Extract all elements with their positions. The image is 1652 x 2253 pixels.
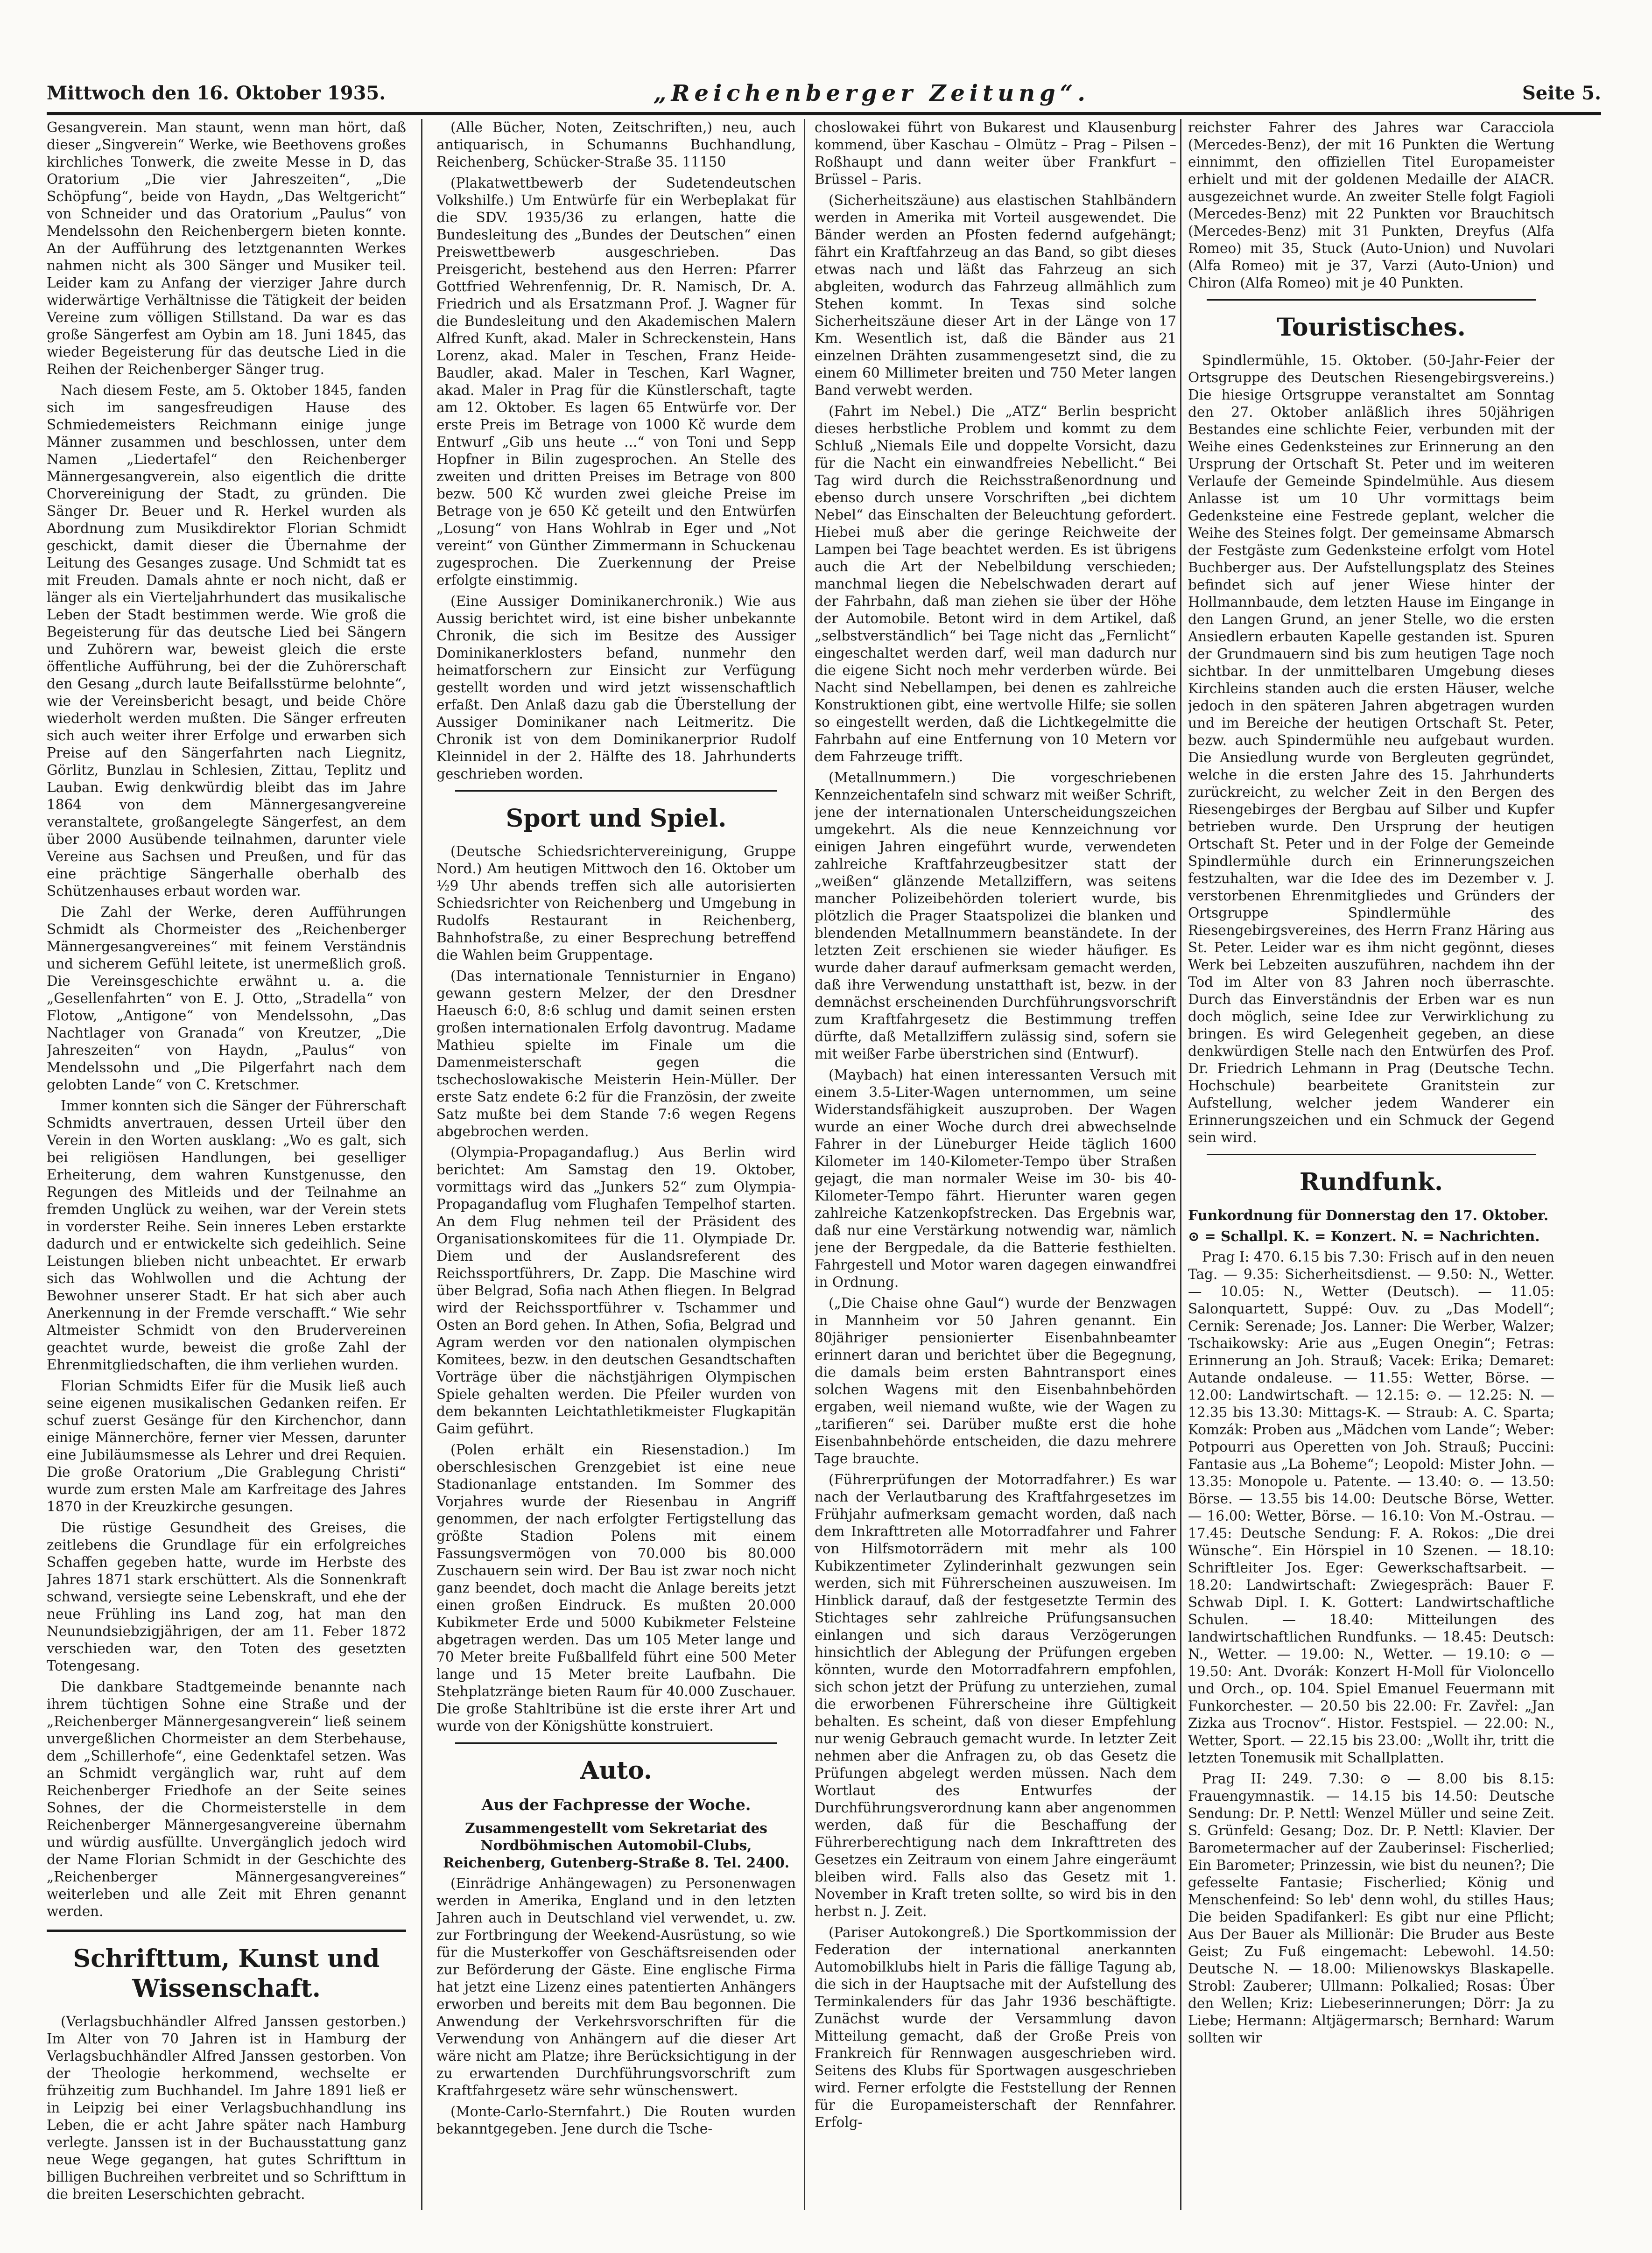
- header-date: Mittwoch den 16. Oktober 1935.: [47, 82, 386, 104]
- article-paragraph: (Einrädrige Anhängewagen) zu Personenwagen werden in Amerika, England und in den letzten Jahren auch in Deutschland viel verwendet, u. zw. zur Fortbringung der Weekend-Ausrüstung, so wie für die Musterkoffer von Geschäftsreisenden oder zur Beförderung der Gäste. Eine englische Firma hat jetzt eine Lizenz eines patentierten Anhängers erworben und bereits mit dem Bau begonnen. Die Anwendung der Verkehrsvorschriften für die Verwendung von Anhängern auf die dieser Art wäre nicht am Platze; ihre Berücksichtigung in der zu erwartenden Durchführungsvorschrift zum Kraftfahrgesetz wäre sehr wünschenswert.: [436, 1875, 796, 2099]
- section-rule: [455, 790, 777, 792]
- column-divider: [421, 119, 422, 2210]
- section-title-tourism: Touristisches.: [1277, 313, 1466, 342]
- article-paragraph: (Eine Aussiger Dominikanerchronik.) Wie aus Aussig berichtet wird, ist eine bisher unbekannte Chronik, die sich im Besitze des Aussiger Dominikanerklosters befand, nunmehr den heimatforschern zur Einsicht zur Verfügung gestellt worden und wird jetzt wissenschaftlich erfaßt. Den Anlaß dazu gab die Überstellung der Aussiger Dominikaner nach Leitmeritz. Die Chronik ist von dem Dominikanerprior Rudolf Kleinnidel in der 2. Hälfte des 18. Jahrhunderts geschrieben worden.: [436, 593, 796, 782]
- article-paragraph: (Monte-Carlo-Sternfahrt.) Die Routen wurden bekanntgegeben. Jene durch die Tsche-: [436, 2104, 796, 2137]
- column-4: [1188, 119, 1554, 2210]
- section-rule: [1207, 299, 1536, 301]
- article-paragraph: (Pariser Autokongreß.) Die Sportkommission der Federation der international anerkannten Automobilklubs hielt in Paris die fällige Tagung ab, die sich in der Hauptsache mit der Aufstellung des Terminkalenders für das Jahr 1936 beschäftigte. Zunächst wurde der Versammlung davon Mitteilung gemacht, daß der Große Preis von Frankreich für Rennwagen ausgeschrieben wird. Seitens des Klubs für Sportwagen ausgeschrieben wird. Ferner erfolgte die Feststellung der Rennen für die Europameisterschaft der Rennfahrer. Erfolg-: [815, 1924, 1176, 2130]
- column-divider: [1180, 119, 1181, 2210]
- article-paragraph: Spindlermühle, 15. Oktober. (50-Jahr-Feier der Ortsgruppe des Deutschen Riesengebirgsvereins.) Die hiesige Ortsgruppe veranstaltet am Sonntag den 27. Oktober anläßlich ihres 50jährigen Bestandes eine schlichte Feier, verbunden mit der Weihe eines Gedenksteines zur Erinnerung an den Ursprung der Ortschaft St. Peter und im weiteren Verlaufe der Gemeinde Spindelmühle. Aus diesem Anlasse ist um 10 Uhr vormittags beim Gedenksteine eine Festrede geplant, welcher die Weihe des Steines folgt. Der gemeinsame Abmarsch der Festgäste zum Gedenksteine erfolgt vom Hotel Buchberger aus. Der Aufstellungsplatz des Steines befindet sich auf jener Wiese hinter der Hollmannbaude, dem letzten Hause im Eingange in den Langen Grund, an jener Stelle, wo die ersten Ansiedlern erbauten Kapelle gestanden ist. Spuren der Grundmauern sind bis zum heutigen Tage noch sichtbar. In der unmittelbaren Umgebung dieses Kirchleins standen auch die ersten Häuser, welche jedoch in den späteren Jahren abgetragen wurden und im Bereiche der heutigen Ortschaft St. Peter, bezw. auch Spindermühle neu aufgebaut wurden. Die Ansiedlung wurde von Bergleuten gegründet, welche in die ersten Jahre des 15. Jahrhunderts zurückreicht, zu welcher Zeit in den Bergen des Riesengebirges der Bergbau auf Silber und Kupfer betrieben wurde. Den Ursprung der heutigen Ortschaft St. Peter und in der Folge der Gemeinde Spindlermühle durch ein Erinnerungszeichen festzuhalten, war die Idee des im Dezember v. J. verstorbenen Ehrenmitgliedes und Gründers der Ortsgruppe Spindlermühle des Riesengebirgsvereines, des Herrn Franz Häring aus St. Peter. Leider war es ihm nicht gegönnt, dieses Werk bei Lebzeiten auszuführen, nachdem ihn der Tod im Alter von 83 Jahren noch überraschte. Durch das Einverständnis der Erben war es nun doch möglich, seine Idee zur Verwirklichung zu bringen. Es wird Gelegenheit gegeben, an diese denkwürdigen Stelle nach den Entwürfen des Prof. Dr. Friedrich Lehmann in Prag (Deutsche Techn. Hochschule) bearbeitete Granitstein zur Aufstellung, welcher jedem Wanderer ein Erinnerungszeichen und ein Schmuck der Gegend sein wird.: [1188, 352, 1554, 1145]
- article-paragraph: Gesangverein. Man staunt, wenn man hört, daß dieser „Singverein“ Werke, wie Beethovens großes kirchliches Tonwerk, die zweite Messe in D, das Oratorium „Die vier Jahreszeiten“, „Die Schöpfung“, beide von Haydn, „Das Weltgericht“ von Schneider und das Oratorium „Paulus“ von Mendelssohn den Reichenbergern bieten konnte. An der Aufführung des letztgenannten Werkes nahmen nicht als 300 Sänger und Musiker teil. Leider kam zu Anfang der vierziger Jahre durch widerwärtige Verhältnisse die Tätigkeit der beiden Vereine zum völligen Stillstand. Da war es das große Sängerfest am Oybin am 18. Juni 1845, das wieder Begeisterung für das deutsche Lied in die Reihen der Reichenberger Sänger trug.: [47, 119, 406, 377]
- article-paragraph: (Das internationale Tennisturnier in Engano) gewann gestern Melzer, der den Dresdner Haeusch 6:0, 8:6 schlug und damit seinen ersten großen internationalen Erfolg davontrug. Madame Mathieu spielte im Finale um die Damenmeisterschaft gegen die tschechoslowakische Meisterin Hein-Müller. Der erste Satz endete 6:2 für die Französin, der zweite Satz mußte bei dem Stande 7:6 wegen Regens abgebrochen werden.: [436, 968, 796, 1139]
- page-number: Seite 5.: [1522, 82, 1601, 104]
- page-header: [47, 79, 1601, 115]
- column-1: [47, 119, 406, 2210]
- radio-legend: ⊙ = Schallpl. K. = Konzert. N. = Nachrichten.: [1188, 1228, 1540, 1244]
- article-paragraph: Die dankbare Stadtgemeinde benannte nach ihrem tüchtigen Sohne eine Straße und der „Reichenberger Männergesangverein“ ließ seinem unvergeßlichen Chormeister an dem Sterbehause, dem „Schillerhofe“, eine Gedenktafel setzen. Was an Schmidt vergänglich war, ruht auf dem Reichenberger Friedhofe an der Seite seines Sohnes, der die Chormeisterstelle in dem Reichenberger Männergesangvereine übernahm und würdig ausfüllte. Unvergänglich jedoch wird der Name Florian Schmidt in der Geschichte des „Reichenberger Männergesangvereines“ weiterleben und alle Zeit mit Ehren genannt werden.: [47, 1679, 406, 1919]
- section-title-radio: Rundfunk.: [1299, 1168, 1443, 1196]
- column-2: [436, 119, 796, 2210]
- article-paragraph: Die Zahl der Werke, deren Aufführungen Schmidt als Chormeister des „Reichenberger Männergesangvereines“ mit feinem Verständnis und sicherem Gefühl leitete, ist unermeßlich groß. Die Vereinsgeschichte erwähnt u. a. die „Gesellenfahrten“ von E. J. Otto, „Stradella“ von Flotow, „Antigone“ von Mendelssohn, „Das Nachtlager von Granada“ von Kreutzer, „Die Jahreszeiten“ von Haydn, „Paulus“ von Mendelssohn und „Die Pilgerfahrt nach dem gelobten Lande“ von C. Kretschmer.: [47, 904, 406, 1093]
- article-paragraph: (Metallnummern.) Die vorgeschriebenen Kennzeichentafeln sind schwarz mit weißer Schrift, jene der internationalen Unterscheidungszeichen umgekehrt. Als die neue Kennzeichnung vor einigen Jahren eingeführt wurde, verwendeten zahlreiche Kraftfahrzeugbesitzer statt der „weißen“ glänzende Metallziffern, was seitens mancher Polizeibehörden toleriert wurde, bis plötzlich die Prager Staatspolizei die blanken und blendenden Metallnummern beanständete. In der letzten Zeit erschienen sie wieder häufiger. Es wurde daher darauf aufmerksam gemacht werden, daß ihre Verwendung unstatthaft ist, bezw. in der demnächst erscheinenden Durchführungsvorschrift zum Kraftfahrgesetz die Bestimmung treffen dürfte, daß Metallziffern zulässig sind, sofern sie mit weißer Farbe überstrichen sind (Entwurf).: [815, 770, 1176, 1062]
- newspaper-title: „Reichenberger Zeitung“.: [654, 80, 1090, 106]
- article-paragraph: („Die Chaise ohne Gaul“) wurde der Benzwagen in Mannheim vor 50 Jahren genannt. Ein 80jähriger pensionierter Eisenbahnbeamter erinnert daran und berichtet über die Begegnung, die damals beim ersten Bahntransport eines solchen Wagens mit den Eisenbahnbehörden ergaben, weil niemand wußte, wie der Wagen zu „tarifieren“ sei. Darüber mußte erst die hohe Eisenbahnbehörde entscheiden, die dazu mehrere Tage brauchte.: [815, 1295, 1176, 1467]
- section-intro: Zusammengestellt vom Sekretariat des Nordböhmischen Automobil-Clubs, Reichenberg, Gutenberg-Straße 8. Tel. 2400.: [443, 1820, 790, 1871]
- article-paragraph: (Plakatwettbewerb der Sudetendeutschen Volkshilfe.) Um Entwürfe für ein Werbeplakat für die SDV. 1935/36 zu erlangen, hatte die Bundesleitung des „Bundes der Deutschen“ einen Preiswettbewerb ausgeschrieben. Das Preisgericht, bestehend aus den Herren: Pfarrer Gottfried Wehrenfennig, Dr. R. Namisch, Dr. A. Friedrich und als Ersatzmann Prof. J. Wagner für die Bundesleitung und den Akademischen Malern Alfred Kunft, akad. Maler in Schreckenstein, Hans Lorenz, akad. Maler in Teschen, Franz Heide-Baudler, akad. Maler in Teschen, Karl Wagner, akad. Maler in Prag für die Künstlerschaft, tagte am 12. Oktober. Es lagen 65 Entwürfe vor. Der erste Preis im Betrage von 1000 Kč wurde dem Entwurf „Gib uns heute ...“ von Toni und Sepp Hopfner in Bilin zugesprochen. An Stelle des zweiten und dritten Preises im Betrage von 800 bezw. 500 Kč wurden zwei gleiche Preise im Betrage von je 650 Kč geteilt und den Entwürfen „Losung“ von Hans Wohlrab in Eger und „Not vereint“ von Günther Zimmermann in Schuckenau zugesprochen. Die Zuerkennung der Preise erfolgte einstimmig.: [436, 175, 796, 588]
- radio-program-prag-1: Prag I: 470. 6.15 bis 7.30: Frisch auf in den neuen Tag. — 9.35: Sicherheitsdienst. — 9.50: N., Wetter. — 10.05: N., Wetter (Deutsch). — 11.05: Salonquartett, Suppé: Ouv. zu „Das Modell“; Cernik: Serenade; Jos. Lanner: Die Werber, Walzer; Tschaikowsky: Arie aus „Eugen Onegin“; Fetras: Erinnerung an Joh. Strauß; Vacek: Erika; Demaret: Autande ondaleuse. — 11.55: Wetter, Börse. — 12.00: Landwirtschaft. — 12.15: ⊙. — 12.25: N. — 12.35 bis 13.30: Mittags-K. — Straub: A. C. Sparta; Komzák: Proben aus „Mädchen vom Lande“; Weber: Potpourri aus Operetten von Joh. Strauß; Puccini: Fantasie aus „La Boheme“; Leopold: Mister John. — 13.35: Monopole u. Patente. — 13.40: ⊙. — 13.50: Börse. — 13.55 bis 14.00: Deutsche Börse, Wetter. — 16.00: Wetter, Börse. — 16.10: Von M.-Ostrau. — 17.45: Deutsche Sendung: F. A. Rokos: „Die drei Wünsche“. Ein Hörspiel in 10 Szenen. — 18.10: Schriftleiter Jos. Eger: Gewerkschaftsarbeit. — 18.20: Landwirtschaft: Zwiegespräch: Bauer F. Schwab Dipl. I. K. Gottert: Landwirtschaftliche Schulen. — 18.40: Mitteilungen des landwirtschaftlichen Rundfunks. — 18.45: Deutsch: N., Wetter. — 19.00: N., Wetter. — 19.10: ⊙ — 19.50: Ant. Dvorák: Konzert H-Moll für Violoncello und Orch., op. 104. Spiel Emanuel Feuermann mit Funkorchester. — 20.50 bis 22.00: Fr. Zavřel: „Jan Zizka aus Trocnov“. Histor. Festspiel. — 22.00: N., Wetter, Sport. — 22.15 bis 23.00: „Wollt ihr, tritt die letzten Tonemusik mit Schallplatten.: [1188, 1249, 1554, 1766]
- article-paragraph: (Deutsche Schiedsrichtervereinigung, Gruppe Nord.) Am heutigen Mittwoch den 16. Oktober um ½9 Uhr abends treffen sich alle autorisierten Schiedsrichter von Reichenberg und Umgebung in Rudolfs Restaurant in Reichenberg, Bahnhofstraße, zu einer Besprechung betreffend die Wahlen beim Gruppentage.: [436, 843, 796, 963]
- advertisement-notice: (Alle Bücher, Noten, Zeitschriften,) neu, auch antiquarisch, in Schumanns Buchhandlung, Reichenberg, Schücker-Straße 35. 11150: [436, 119, 796, 170]
- section-subtitle: Aus der Fachpresse der Woche.: [481, 1796, 751, 1814]
- section-title-sport: Sport und Spiel.: [506, 804, 727, 833]
- section-rule: [1207, 1154, 1536, 1155]
- column-divider: [804, 119, 805, 2210]
- article-paragraph: (Verlagsbuchhändler Alfred Janssen gestorben.) Im Alter von 70 Jahren ist in Hamburg der Verlagsbuchhändler Alfred Janssen gestorben. Von der Theologie herkommend, wechselte er frühzeitig zum Buchhandel. Im Jahre 1891 ließ er in Leipzig bei einer Verlagsbuchhandlung ins Leben, die er acht Jahre später nach Hamburg verlegte. Janssen ist in der Buchausstattung ganz neue Wege gegangen, hat gutes Schrifttum in billigen Buchreihen verbreitet und so Schrifttum in die breiten Leserschichten gebracht.: [47, 2014, 406, 2202]
- column-3: [815, 119, 1176, 2210]
- article-paragraph: choslowakei führt von Bukarest und Klausenburg kommend, über Kaschau – Olmütz – Prag – Pilsen – Roßhaupt und dann weiter über Frankfurt – Brüssel – Paris.: [815, 119, 1176, 187]
- article-paragraph: (Sicherheitszäune) aus elastischen Stahlbändern werden in Amerika mit Vorteil ausgewendet. Die Bänder werden an Pfosten federnd aufgehängt; fährt ein Kraftfahrzeug an das Band, so gibt dieses etwas nach und läßt das Fahrzeug an sich abgleiten, wodurch das Fahrzeug allmählich zum Stehen kommt. In Texas sind solche Sicherheitszäune dieser Art in der Länge von 17 Km. Wesentlich ist, daß die Bänder aus 21 einzelnen Drähten zusammengesetzt sind, die zu einem 60 Millimeter breiten und 750 Meter langen Band verwebt werden.: [815, 192, 1176, 398]
- radio-program-prag-2: Prag II: 249. 7.30: ⊙ — 8.00 bis 8.15: Frauengymnastik. — 14.15 bis 14.50: Deutsche Sendung: Dr. P. Nettl: Wenzel Müller und seine Zeit. S. Grünfeld: Gesang; Doz. Dr. P. Nettl: Klavier. Der Barometermacher auf der Zauberinsel: Fischerlied; Ein Barometer; Prinzessin, wie bist du neunen?; Die gefesselte Fantasie; Fischerlied; König und Menschenfeind: So leb' denn wohl, du stilles Haus; Die beiden Spadifankerl: Es gibt nur eine Pflicht; Aus Der Bauer als Millionär: Die Bruder aus Beste Geist; Zu Fuß eingemacht: Lebewohl. 14.50: Deutsche N. — 18.00: Milienowskys Blaskapelle. Strobl: Zauberer; Ullmann: Polkalied; Rosas: Über den Wellen; Kriz: Liebeserinnerungen; Dörr: Ja zu Liebe; Hermann: Altjägermarsch; Bernhard: Warum sollten wir: [1188, 1771, 1554, 2046]
- section-title-literature: Schrifttum, Kunst und Wissenschaft.: [73, 1944, 380, 2003]
- article-paragraph: (Führerprüfungen der Motorradfahrer.) Es war nach der Verlautbarung des Kraftfahrgesetzes im Frühjahr aufmerksam gemacht worden, daß nach dem Inkrafttreten alle Motorradfahrer und Fahrer von Hilfsmotorrädern mit mehr als 100 Kubikzentimeter Zylinderinhalt gezwungen sein werden, sich mit Führerscheinen auszuweisen. Im Hinblick darauf, daß der festgesetzte Termin des Stichtages sehr zahlreiche Prüfungsansuchen einlangen und sich daraus Verzögerungen hinsichtlich der Ablegung der Prüfungen ergeben könnten, wurde den Motorradfahrern empfohlen, sich schon jetzt der Prüfung zu unterziehen, zumal die erworbenen Führerscheine ihre Gültigkeit behalten. Es scheint, daß von dieser Empfehlung nur wenig Gebrauch gemacht wurde. In letzter Zeit nehmen aber die Anfragen zu, ob das Gesetz die Prüfungen abgelegt werden müssen. Nach dem Wortlaut des Entwurfes der Durchführungsverordnung kann aber angenommen werden, daß für die Beschaffung der Führerberechtigung nach dem Inkrafttreten des Gesetzes ein Zeitraum von einem Jahre eingeräumt bleiben wird. Falls also das Gesetz mit 1. November in Kraft treten sollte, so wird bis in den herbst n. J. Zeit.: [815, 1472, 1176, 1919]
- article-paragraph: (Olympia-Propagandaflug.) Aus Berlin wird berichtet: Am Samstag den 19. Oktober, vormittags wird das „Junkers 52“ zum Olympia-Propagandaflug vom Flughafen Tempelhof starten. An dem Flug nehmen teil der Präsident des Organisationskomitees für die 11. Olympiade Dr. Diem und der Auslandsreferent des Reichssportführers, Dr. Zapp. Die Maschine wird über Belgrad, Sofia nach Athen fliegen. In Belgrad wird der Reichssportführer v. Tschammer und Osten an Bord gehen. In Athen, Sofia, Belgrad und Agram werden vor den nationalen olympischen Komitees, bezw. in den deutschen Gesandtschaften Vorträge über die nächstjährigen Olympischen Spiele gehalten werden. Die Pfeiler wurden von dem bekannten Leichtathletikmeister Flugkapitän Gaim geführt.: [436, 1144, 796, 1437]
- section-rule: [455, 1742, 777, 1744]
- section-title-auto: Auto.: [580, 1756, 653, 1785]
- article-paragraph: Immer konnten sich die Sänger der Führerschaft Schmidts anvertrauen, dessen Urteil über den Verein in den Worten ausklang: „Wo es galt, sich bei religiösen Handlungen, bei geselliger Erheiterung, dem wahren Kunstgenusse, den Regungen des Mitleids und der Teilnahme an fremden Unglück zu weihen, war der Verein stets in vorderster Reihe. Sein inneres Leben erstarkte dadurch und er entwickelte sich gedeihlich. Seine Leistungen blieben nicht unbeachtet. Er erwarb sich das Wohlwollen und die Achtung der Bewohner unserer Stadt. Er hat sich aber auch Anerkennung in der Fremde verschafft.“ Wie sehr Altmeister Schmidt von den Brudervereinen geachtet wurde, beweist die große Zahl der Ehrenmitgliedschaften, die ihm verliehen wurden.: [47, 1098, 406, 1373]
- article-paragraph: (Polen erhält ein Riesenstadion.) Im oberschlesischen Grenzgebiet ist eine neue Stadionanlage entstanden. Im Sommer des Vorjahres wurde der Riesenbau in Angriff genommen, der nach erfolgter Fertigstellung das größte Stadion Polens mit einem Fassungsvermögen von 70.000 bis 80.000 Zuschauern sein wird. Der Bau ist zwar noch nicht ganz beendet, doch macht die Anlage bereits jetzt einen großen Eindruck. Es mußten 20.000 Kubikmeter Erde und 5000 Kubikmeter Felsteine abgetragen werden. Das um 105 Meter lange und 70 Meter breite Fußballfeld führt eine 500 Meter lange und 15 Meter breite Laufbahn. Die Stehplatzränge bieten Raum für 40.000 Zuschauer. Die große Stahltribüne ist die erste ihrer Art und wurde von der Königshütte konstruiert.: [436, 1442, 796, 1734]
- article-paragraph: Florian Schmidts Eifer für die Musik ließ auch seine eigenen musikalischen Gedanken reifen. Er schuf zuerst Gesänge für den Kirchenchor, dann einige Männerchöre, ferner vier Messen, darunter eine Jubiläumsmesse als Lehrer und drei Requien. Die große Oratorium „Die Grablegung Christi“ wurde zum ersten Male am Karfreitage des Jahres 1870 in der Kreuzkirche gesungen.: [47, 1378, 406, 1515]
- article-paragraph: (Fahrt im Nebel.) Die „ATZ“ Berlin bespricht dieses herbstliche Problem und kommt zu dem Schluß „Niemals Eile und doppelte Vorsicht, dazu für die Nacht ein einwandfreies Nebellicht.“ Bei Tag wird durch die Reichsstraßenordnung und ebenso durch unsere Vorschriften „bei dichtem Nebel“ das Einschalten der Beleuchtung gefordert. Hiebei muß aber die geringe Reichweite der Lampen bei Tage beachtet werden. Es ist übrigens auch die Art der Nebelbildung verschieden; manchmal liegen die Nebelschwaden derart auf der Fahrbahn, daß man ziehen sie über der Höhe der Automobile. Betont wird in dem Artikel, daß „selbstverständlich“ bei Tage nicht das „Fernlicht“ eingeschaltet werden darf, weil man dadurch nur die eigene Sicht noch mehr verderben würde. Bei Nacht sind Nebellampen, bei denen es zahlreiche Konstruktionen gibt, eine wertvolle Hilfe; sie sollen so eingestellt werden, daß die Lichtkegelmitte die Fahrbahn auf eine Entfernung von 10 Metern vor dem Fahrzeuge trifft.: [815, 403, 1176, 765]
- article-paragraph: (Maybach) hat einen interessanten Versuch mit einem 3.5-Liter-Wagen unternommen, um seine Widerstandsfähigkeit auszuproben. Der Wagen wurde an einer Woche durch drei abwechselnde Fahrer in der Lüneburger Heide täglich 1600 Kilometer im 140-Kilometer-Tempo über Straßen gejagt, die man normaler Weise im 30- bis 40-Kilometer-Tempo fährt. Hierunter waren gegen zahlreiche Katzenkopfstrecken. Das Ergebnis war, daß nur eine Verstärkung notwendig war, nämlich jene der Bergpedale, da die Batterie festhielten. Fahrgestell und Motor waren dagegen einwandfrei in Ordnung.: [815, 1067, 1176, 1290]
- section-rule: [47, 1930, 406, 1932]
- article-paragraph: Die rüstige Gesundheit des Greises, die zeitlebens die Grundlage für ein erfolgreiches Schaffen gegeben hatte, wurde im Herbste des Jahres 1871 stark erschüttert. Als die Sonnenkraft schwand, versiegte seine Lebenskraft, und ehe der neue Frühling ins Land zog, hat man den Neunundsiebzigjährigen, der am 11. Feber 1872 verschieden war, den Toten des gesetzten Totengesang.: [47, 1520, 406, 1674]
- article-paragraph: Nach diesem Feste, am 5. Oktober 1845, fanden sich im sangesfreudigen Hause des Schmiedemeisters Reichmann einige junge Männer zusammen und beschlossen, unter dem Namen „Liedertafel“ den Reichenberger Männergesangverein, also eigentlich die dritte Chorvereinigung der Stadt, zu gründen. Die Sänger Dr. Beuer und R. Herkel wurden als Abordnung zum Musikdirektor Florian Schmidt geschickt, damit dieser die Übernahme der Leitung des Gesanges zusage. Und Schmidt tat es mit Freuden. Damals ahnte er noch nicht, daß er länger als ein Vierteljahrhundert das musikalische Leben der Stadt bestimmen werde. Wie groß die Begeisterung für das deutsche Lied bei Sängern und Zuhörern war, beweist gleich die erste öffentliche Aufführung, bei der die Zuhörerschaft den Gesang „durch laute Beifallsstürme belohnte“, wie der Vereinsbericht besagt, und beide Chöre wiederholt werden mußten. Die Sänger erfreuten sich auch weiter ihrer Erfolge und erwarben sich Preise auf den Sängerfahrten nach Liegnitz, Görlitz, Bunzlau in Schlesien, Zittau, Teplitz und Lauban. Ewig denkwürdig bleibt das im Jahre 1864 von dem Männergesangvereine veranstaltete, großangelegte Sängerfest, an dem über 2000 Ausübende teilnahmen, darunter viele Vereine aus Sachsen und Preußen, und für das eine prächtige Sängerhalle oberhalb des Schützenhauses erbaut worden war.: [47, 382, 406, 899]
- article-paragraph: reichster Fahrer des Jahres war Caracciola (Mercedes-Benz), der mit 16 Punkten die Wertung einnimmt, den offiziellen Titel Europameister erhielt und mit der goldenen Medaille der AIACR. ausgezeichnet wurde. An zweiter Stelle folgt Fagioli (Mercedes-Benz) mit 22 Punkten vor Brauchitsch (Mercedes-Benz) mit 31 Punkten, Dreyfus (Alfa Romeo) mit 35, Stuck (Auto-Union) und Nuvolari (Alfa Romeo) mit je 37, Varzi (Auto-Union) und Chiron (Alfa Romeo) mit je 40 Punkten.: [1188, 119, 1554, 291]
- radio-program-heading: Funkordnung für Donnerstag den 17. Oktober.: [1188, 1207, 1549, 1223]
